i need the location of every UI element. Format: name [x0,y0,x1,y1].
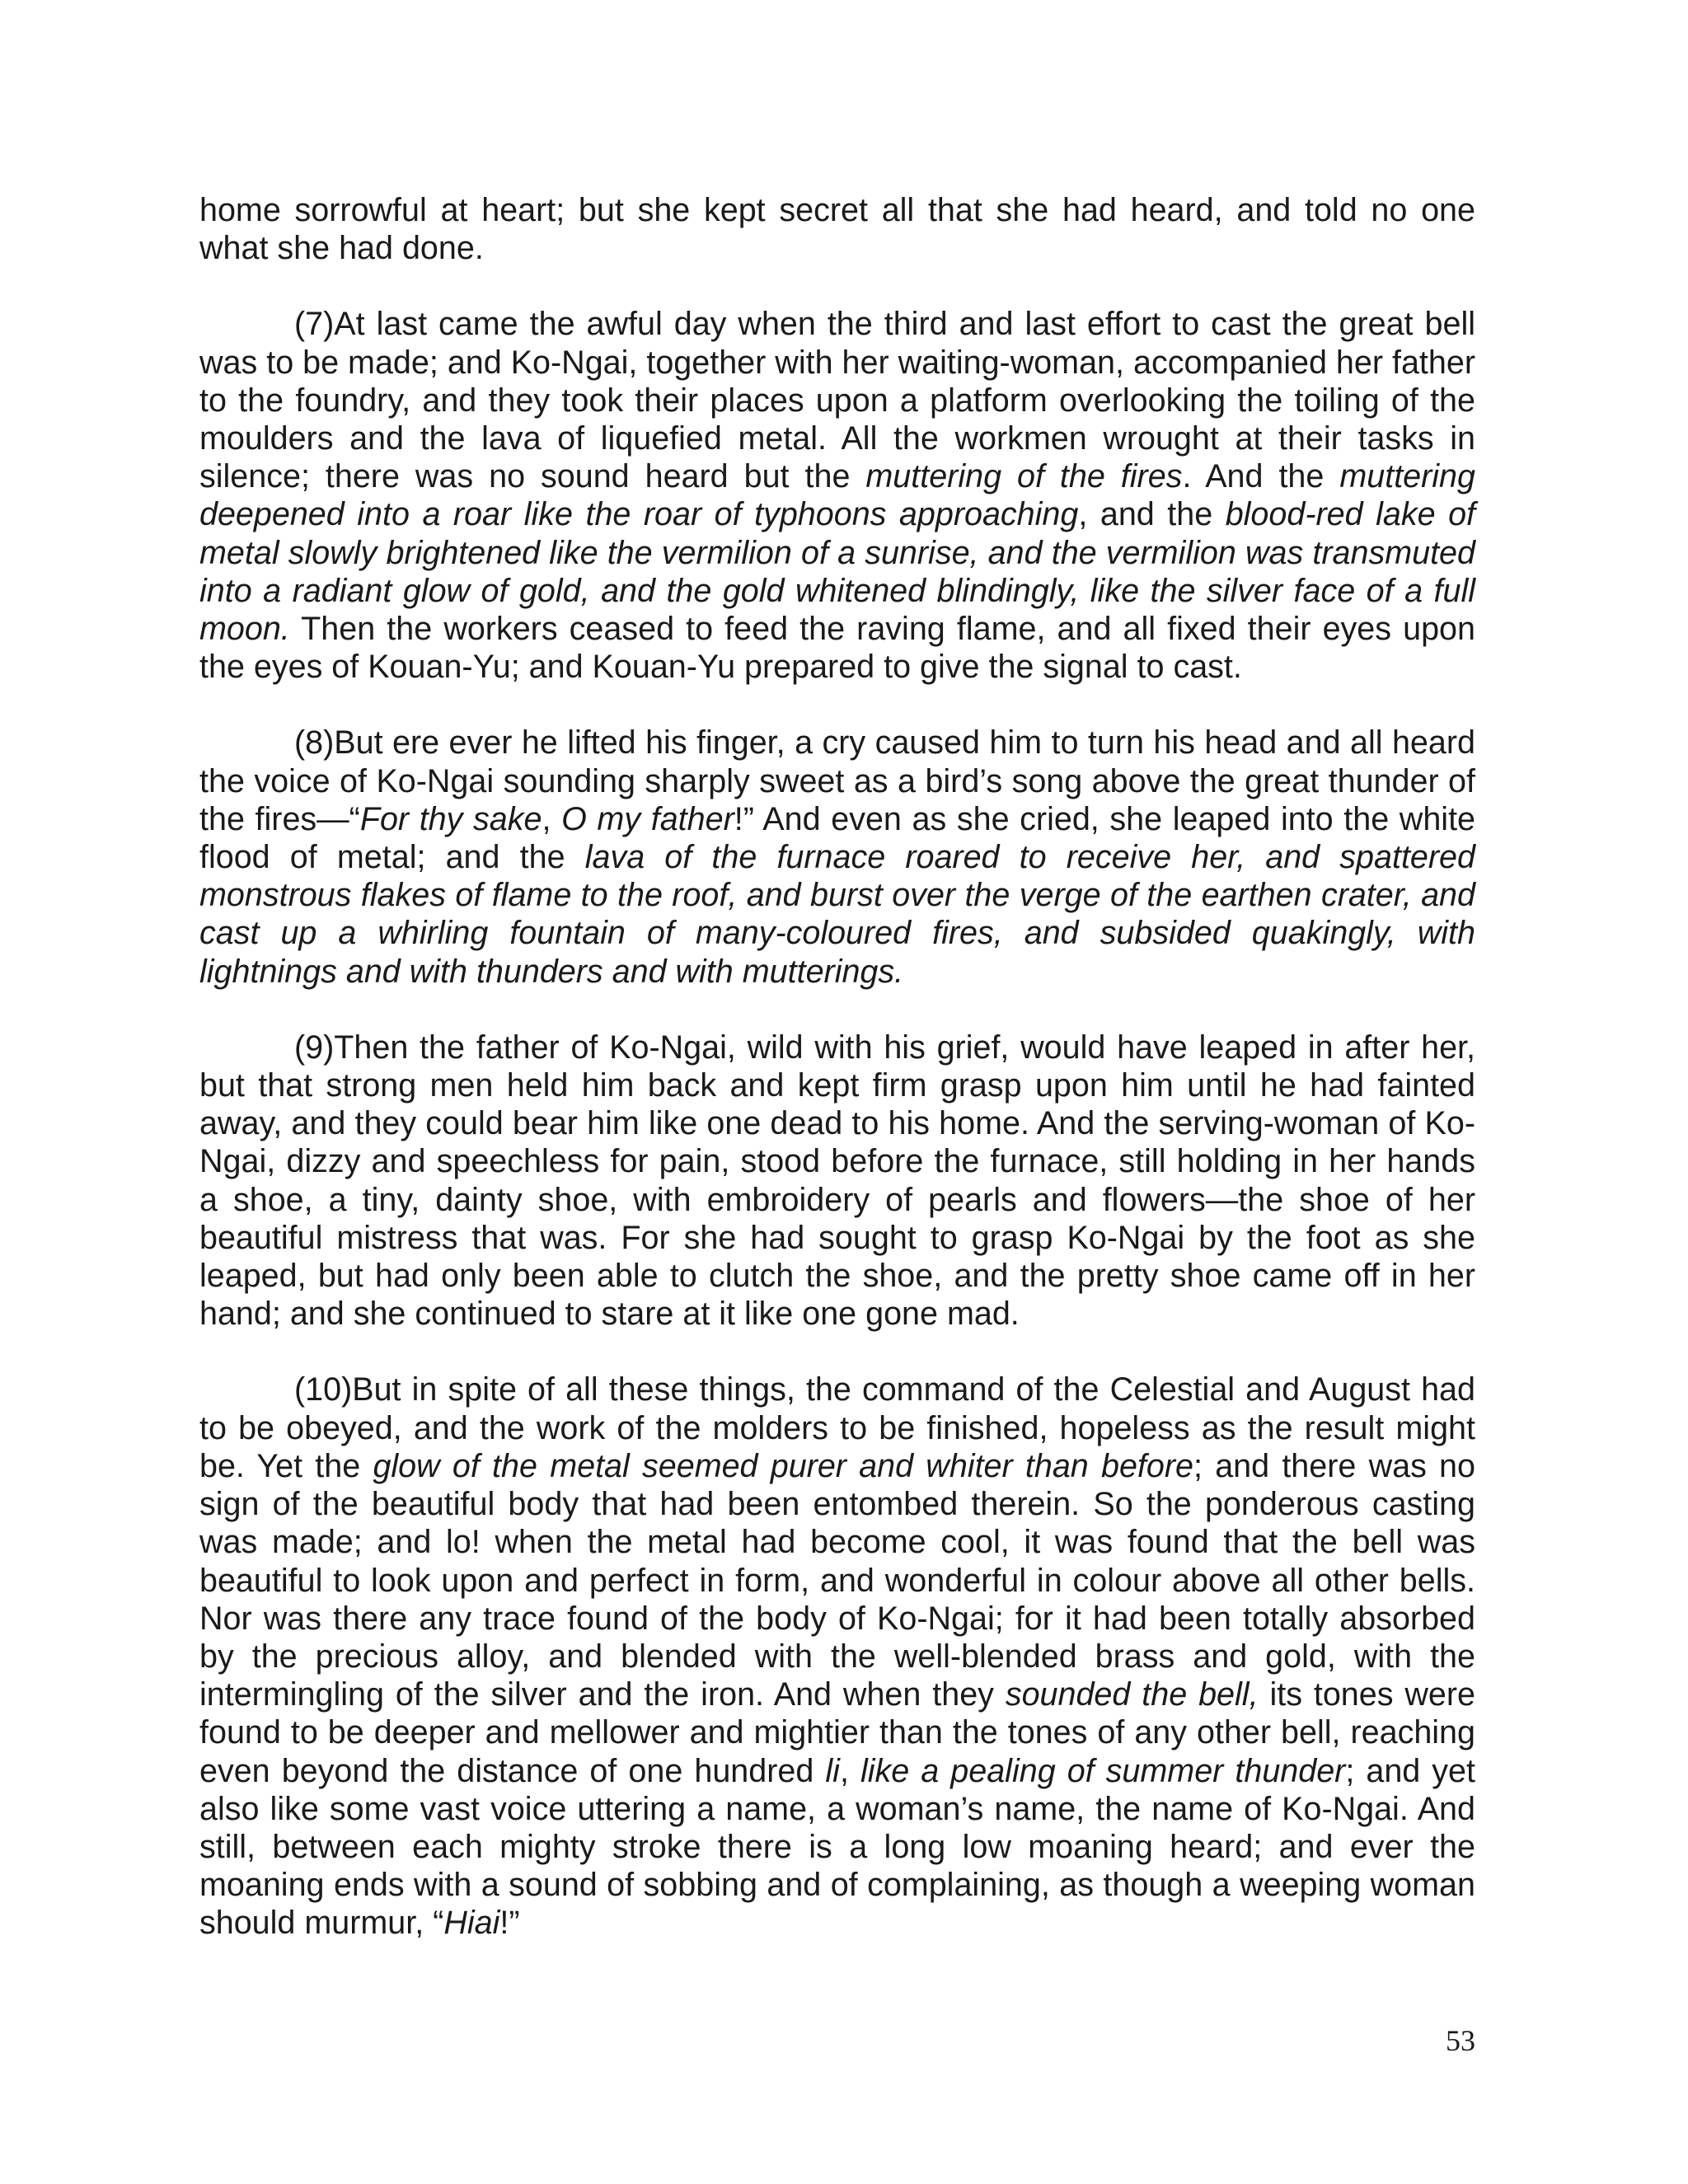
italic-text-run: O my father [561,800,734,837]
italic-text-run: glow of the metal seemed purer and whiter than before [373,1447,1193,1484]
italic-text-run: lava of the furnace roared to receive her, and spattered monstrous flakes of flame to the roof, and burst over the verge of the earthen crater, and cast up a whirling fountain of many-coloured fires, and subsided quakingly, with lightnings and with thunders and with mutterings. [199,839,1475,990]
text-run: , [542,800,562,837]
text-run: !” And even as she cried, she leaped into the white flood of metal; and the [199,800,1476,876]
text-run: (7)At last came the awful day when the third and last effort to cast the great bell was to be made; and Ko-Ngai, together with her waiting-woman, accompanied her father to the foundry, and they took their places upon a platform overlooking the toiling of the moulders and the lava of liquefied metal. All the workmen wrought at their tasks in silence; there was no sound heard but the [199,306,1475,495]
text-run: !” [499,1905,520,1942]
text-run: home sorrowful at heart; but she kept secret all that she had heard, and told no one what she had done. [199,192,1475,267]
text-run: ; and yet also like some vast voice uttering a name, a woman’s name, the name of Ko-Ngai. And still, between each mighty stroke there is a long low moaning heard; and ever the moaning ends with a sound of sobbing and of complaining, as though a weeping woman should murmur, “ [199,1752,1475,1942]
paragraph [199,1029,1475,1333]
text-run: Then the workers ceased to feed the raving flame, and all fixed their eyes upon the eyes of Kouan-Yu; and Kouan-Yu prepared to give the signal to cast. [199,611,1475,686]
text-run: (8)But ere ever he lifted his finger, a cry caused him to turn his head and all heard the voice of Ko-Ngai sounding sharply sweet as a bird’s song above the great thunder of the fires—“ [199,724,1475,837]
italic-text-run: muttering deepened into a roar like the roar of typhoons approaching [199,458,1475,533]
italic-text-run: sounded the bell, [1005,1676,1259,1713]
italic-text-run: li [825,1752,840,1789]
page-body [199,191,1475,1980]
text-run: (9)Then the father of Ko-Ngai, wild with his grief, would have leaped in after her, but that strong men held him back and kept firm grasp upon him until he had fainted away, and they could bear him like one dead to his home. And the serving-woman of Ko-Ngai, dizzy and speechless for pain, stood before the furnace, still holding in her hands a shoe, a tiny, dainty shoe, with embroidery of pearls and flowers—the shoe of her beautiful mistress that was. For she had sought to grasp Ko-Ngai by the foot as she leaped, but had only been able to clutch the shoe, and the pretty shoe came off in her hand; and she continued to stare at it like one gone mad. [199,1029,1475,1333]
text-run: , and the [1078,496,1226,533]
text-run: , [839,1752,860,1789]
paragraph [199,724,1475,990]
italic-text-run: like a pealing of summer thunder [860,1752,1346,1789]
text-run: (10)But in spite of all these things, the command of the Celestial and August had to be obeyed, and the work of the molders to be finished, hopeless as the result might be. Yet the [199,1371,1475,1484]
paragraph [199,305,1475,686]
text-run: . And the [1182,458,1340,495]
paragraph [199,191,1475,267]
italic-text-run: muttering of the fires [865,458,1183,495]
text-run: its tones were found to be deeper and mellower and mightier than the tones of any other bell, reaching even beyond the distance of one hundred [199,1676,1475,1789]
italic-text-run: Hiai [443,1905,500,1942]
text-run: ; and there was no sign of the beautiful body that had been entombed therein. So the ponderous casting was made; and lo! when the metal had become cool, it was found that the bell was beautiful to look upon and perfect in form, and wonderful in colour above all other bells. Nor was there any trace found of the body of Ko-Ngai; for it had been totally absorbed by the precious alloy, and blended with the well-blended brass and gold, with the intermingling of the silver and the iron. And when they [199,1447,1475,1713]
italic-text-run: blood-red lake of metal slowly brightened like the vermilion of a sunrise, and the vermilion was transmuted into a radiant glow of gold, and the gold whitened blindingly, like the silver face of a full moon. [199,496,1476,648]
italic-text-run: For thy sake [359,800,542,837]
paragraph [199,1371,1475,1942]
page-number: 53 [1446,2024,1475,2057]
